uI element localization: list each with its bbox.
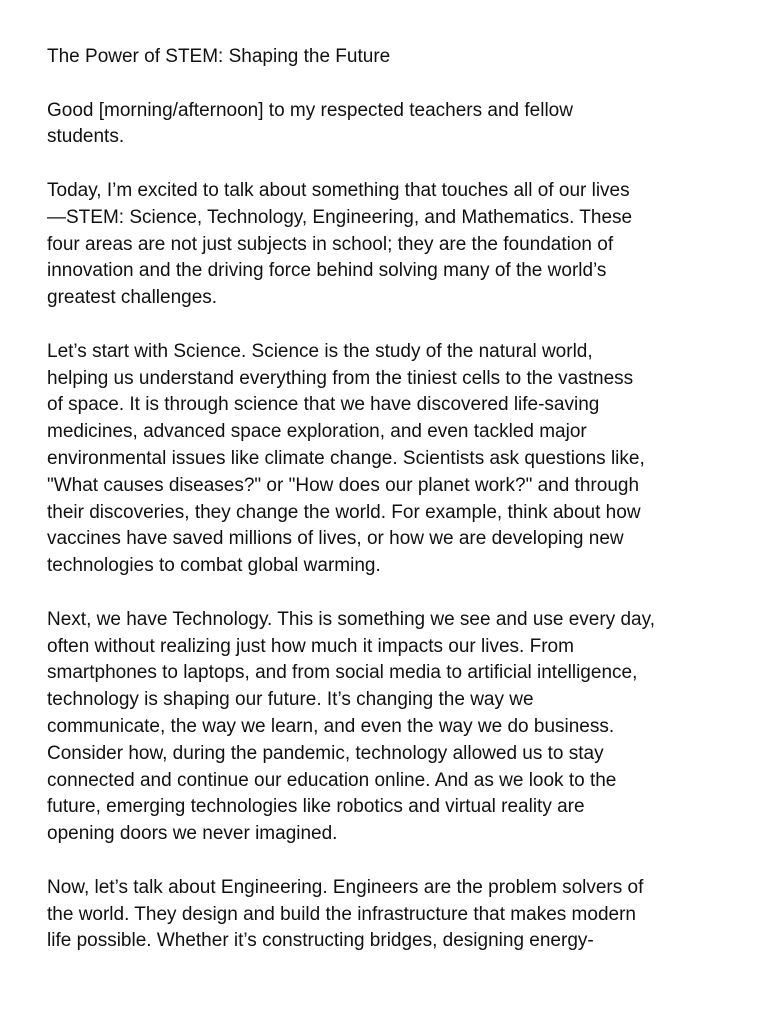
paragraph-intro: Today, I’m excited to talk about something that touches all of our lives —STEM: Science, Technology, Engineering, and Mathematics. These four areas are not just subjects in school; they are the foundation of innovation and the driving force behind solving many of the world’s greatest challenges. — [47, 179, 633, 309]
paragraph-technology: Next, we have Technology. This is something we see and use every day, often without realizing just how much it impacts our lives. From smartphones to laptops, and from social media to artificial intelligence, technology is shaping our future. It’s changing the way we communicate, the way we learn, and even the way we do business. Consider how, during the pandemic, technology allowed us to stay connected and continue our education online. And as we look to the future, emerging technologies like robotics and virtual reality are opening doors we never imagined. — [47, 608, 655, 845]
paragraph-engineering: Now, let’s talk about Engineering. Engineers are the problem solvers of the world. They design and build the infrastructure that makes modern life possible. Whether it’s constructing bridges, designing energy- — [47, 876, 644, 952]
paragraph-science: Let’s start with Science. Science is the study of the natural world, helping us understand everything from the tiniest cells to the vastness of space. It is through science that we have discovered life-saving medicines, advanced space exploration, and even tackled major environmental issues like climate change. Scientists ask questions like, "What causes diseases?" or "How does our planet work?" and through their discoveries, they change the world. For example, think about how vaccines have saved millions of lives, or how we are developing new technologies to combat global warming. — [47, 340, 645, 577]
document-body — [47, 44, 737, 982]
paragraph-greeting: Good [morning/afternoon] to my respected teachers and fellow students. — [47, 99, 573, 148]
document-title: The Power of STEM: Shaping the Future — [47, 46, 391, 67]
